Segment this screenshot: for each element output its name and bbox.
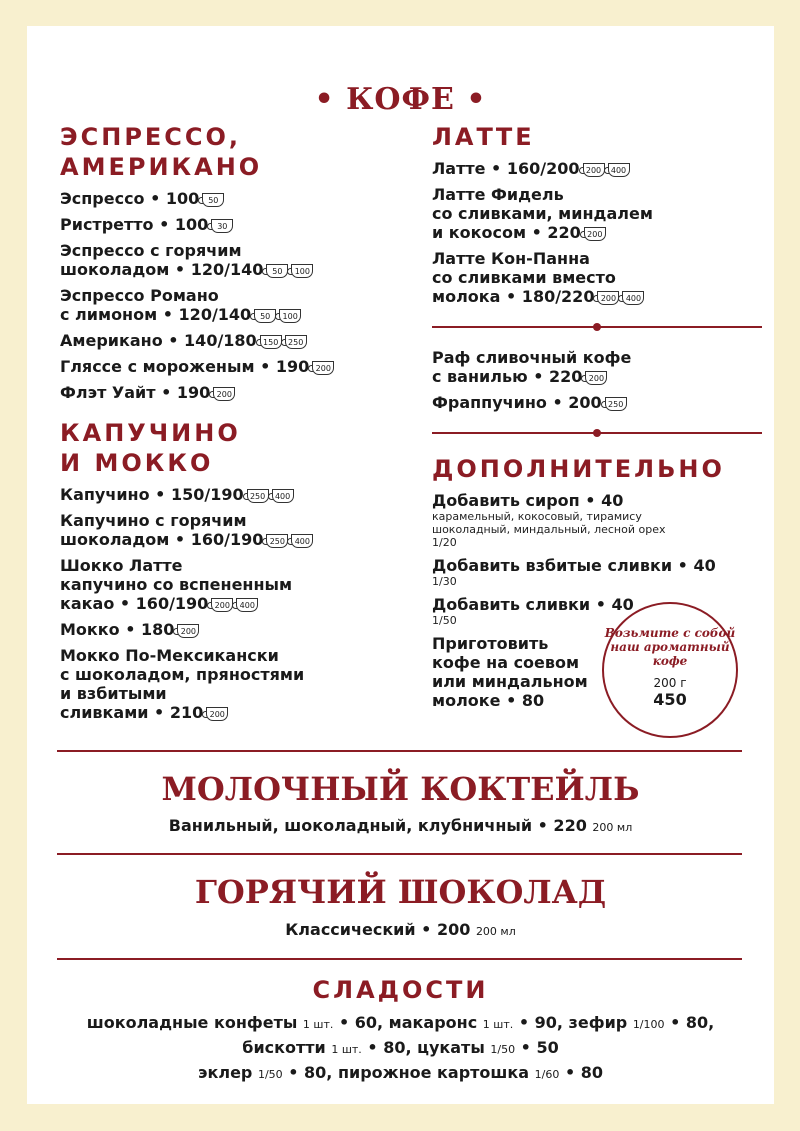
menu-item: Фраппучино • 200 250 — [432, 393, 762, 412]
cup-icon: 100 — [291, 264, 313, 278]
cup-icon: 200 — [211, 598, 233, 612]
cup-icon: 400 — [608, 163, 630, 177]
cup-icon: 30 — [211, 219, 233, 233]
cup-icon: 250 — [605, 397, 627, 411]
cup-icon: 250 — [285, 335, 307, 349]
cup-icon: 200 — [585, 371, 607, 385]
menu-item: Мокко По-Мексикански с шоколадом, пряностями и взбитыми сливками • 210 200 — [60, 646, 305, 722]
sweets-list: шоколадные конфеты 1 шт. • 60, макаронс 1 шт. • 90, зефир 1/100 • 80, бискотти 1 шт. • 80, цукаты 1/50 • 50 эклер 1/50 • 80, пирожное картошка 1/60 • 80 — [86, 1013, 715, 1082]
menu-item: Приготовить кофе на соевом или миндальном молоке • 80 — [432, 634, 588, 710]
cup-icon: 250 — [247, 489, 269, 503]
chocolate-line: Классический • 200 200 мл — [285, 920, 516, 939]
menu-item: Эспрессо с горячим шоколадом • 120/140 50 100 — [60, 241, 400, 279]
page-title: • КОФЕ • — [314, 82, 487, 117]
divider — [57, 853, 742, 855]
chocolate-heading: ГОРЯЧИЙ ШОКОЛАД — [194, 873, 607, 911]
cup-icon: 200 — [597, 291, 619, 305]
sweets-heading: СЛАДОСТИ — [312, 976, 489, 1004]
menu-item: Американо • 140/180 150 250 — [60, 331, 400, 350]
cup-icon: 400 — [272, 489, 294, 503]
cup-icon: 200 — [177, 624, 199, 638]
menu-item: Ристретто • 100 30 — [60, 215, 400, 234]
extra-heading: ДОПОЛНИТЕЛЬНО — [432, 455, 725, 483]
menu-item: Добавить сливки • 40 1/50 — [432, 595, 634, 627]
cup-icon: 200 — [213, 387, 235, 401]
menu-item: Добавить сироп • 40 карамельный, кокосовый, тирамису шоколадный, миндальный, лесной орех 1/20 — [432, 491, 666, 549]
divider — [432, 426, 762, 440]
divider — [432, 320, 762, 334]
cup-icon: 200 — [312, 361, 334, 375]
milkshake-line: Ванильный, шоколадный, клубничный • 220 200 мл — [168, 816, 633, 835]
menu-item: Эспрессо Романо с лимоном • 120/140 50 100 — [60, 286, 400, 324]
cup-icon: 50 — [266, 264, 288, 278]
cup-icon: 50 — [254, 309, 276, 323]
menu-item: Раф сливочный кофе с ванилью • 220 200 — [432, 348, 632, 386]
menu-item: Добавить взбитые сливки • 40 1/30 — [432, 556, 716, 588]
cup-icon: 400 — [622, 291, 644, 305]
cup-icon: 150 — [260, 335, 282, 349]
menu-item: Капучино • 150/190 250 400 — [60, 485, 400, 504]
cup-icon: 200 — [584, 227, 606, 241]
menu-item: Эспрессо • 100 50 — [60, 189, 400, 208]
menu-item: Гляссе с мороженым • 190 200 — [60, 357, 400, 376]
divider — [57, 958, 742, 960]
espresso-heading: ЭСПРЕССО, АМЕРИКАНО — [60, 123, 263, 181]
menu-item: Капучино с горячим шоколадом • 160/190 250 400 — [60, 511, 400, 549]
takeaway-badge: Возьмите с собой наш ароматный кофе 200 г 450 — [602, 602, 738, 738]
menu-item: Латте • 160/200 200 400 — [432, 159, 762, 178]
left-column — [60, 122, 400, 722]
menu-item: Латте Фидель со сливками, миндалем и кокосом • 220 200 — [432, 185, 653, 242]
menu-item: Шокко Латте капучино со вспененным какао • 160/190 200 400 — [60, 556, 293, 613]
menu-item: Флэт Уайт • 190 200 — [60, 383, 400, 402]
milkshake-heading: МОЛОЧНЫЙ КОКТЕЙЛЬ — [161, 770, 640, 808]
cup-icon: 200 — [206, 707, 228, 721]
latte-heading: ЛАТТЕ — [432, 123, 535, 151]
menu-page — [27, 26, 774, 1104]
cup-icon: 400 — [236, 598, 258, 612]
menu-item: Латте Кон-Панна со сливками вместо молока • 180/220 200 400 — [432, 249, 762, 306]
cup-icon: 400 — [291, 534, 313, 548]
cup-icon: 250 — [266, 534, 288, 548]
menu-item: Мокко • 180 200 — [60, 620, 400, 639]
cappuccino-heading: КАПУЧИНО И МОККО — [60, 419, 241, 477]
cup-icon: 50 — [202, 193, 224, 207]
cup-icon: 100 — [279, 309, 301, 323]
cup-icon: 200 — [583, 163, 605, 177]
divider — [57, 750, 742, 752]
